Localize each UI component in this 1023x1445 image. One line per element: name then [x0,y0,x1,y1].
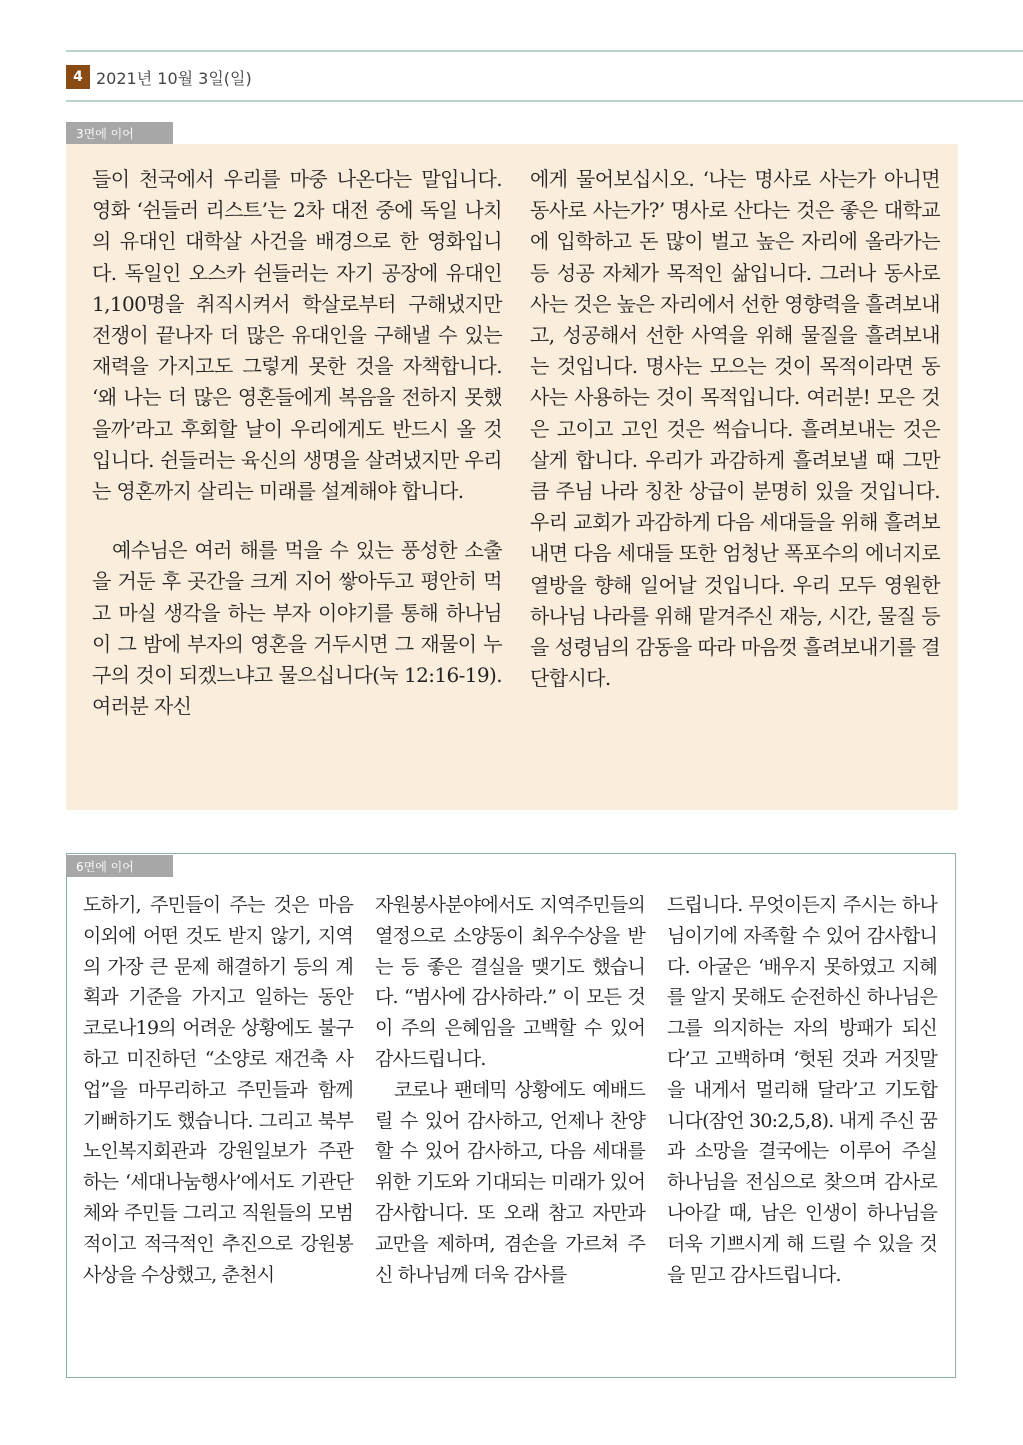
page-number: 4 [66,65,90,89]
article-column-2 [530,164,940,790]
testimony-column-3 [667,890,937,1361]
testimony-continuation-box [66,853,956,1378]
continued-from-tag: 6면에 이어 [66,855,173,877]
paragraph: 코로나 팬데믹 상황에도 예배드릴 수 있어 감사하고, 언제나 찬양할 수 있어 감사하고, 다음 세대를 위한 기도와 기대되는 미래가 있어 감사합니다. 또 오래 참고 자만과 교만을 제하며, 겸손을 가르쳐 주신 하나님께 더욱 감사를 [375,1078,645,1286]
page-header [66,64,252,90]
testimony-column-2 [375,890,645,1361]
article-continuation-box [66,144,958,810]
issue-date: 2021년 10월 3일(일) [96,68,252,88]
paragraph: 도하기, 주민들이 주는 것은 마음 이외에 어떤 것도 받지 않기, 지역의 가장 큰 문제 해결하기 등의 계획과 기준을 가지고 일하는 동안 코로나19의 어려운 상황에도 불구하고 미진하던 “소양로 재건축 사업”을 마무리하고 주민들과 함께 기뻐하기도 했습니다. 그리고 북부노인복지회관과 강원일보가 주관하는 ‘세대나눔행사’에서도 기관단체와 주민들 그리고 직원들의 모범적이고 적극적인 추진으로 강원봉사상을 수상했고, 춘천시 [83,894,353,1286]
paragraph: 자원봉사분야에서도 지역주민들의 열정으로 소양동이 최우수상을 받는 등 좋은 결실을 맺기도 했습니다. “범사에 감사하라.” 이 모든 것이 주의 은혜임을 고백할 수 있어 감사드립니다. [375,894,645,1070]
paragraph: 예수님은 여러 해를 먹을 수 있는 풍성한 소출을 거둔 후 곳간을 크게 지어 쌓아두고 평안히 먹고 마실 생각을 하는 부자 이야기를 통해 하나님이 그 밤에 부자의 영혼을 거두시면 그 재물이 누구의 것이 되겠느냐고 물으십니다(눅 12:16-19). 여러분 자신 [92,538,502,719]
paragraph: 들이 천국에서 우리를 마중 나온다는 말입니다. 영화 ‘쉰들러 리스트’는 2차 대전 중에 독일 나치의 유대인 대학살 사건을 배경으로 한 영화입니다. 독일인 오스카 쉰들러는 자기 공장에 유대인 1,100명을 취직시켜서 학살로부터 구해냈지만 전쟁이 끝나자 더 많은 유대인을 구해낼 수 있는 재력을 가지고도 그렇게 못한 것을 자책합니다. ‘왜 나는 더 많은 영혼들에게 복음을 전하지 못했을까’라고 후회할 날이 우리에게도 반드시 올 것입니다. 쉰들러는 육신의 생명을 살려냈지만 우리는 영혼까지 살리는 미래를 설계해야 합니다. [92,167,502,504]
continued-from-tag: 3면에 이어 [66,122,173,144]
paragraph: 에게 물어보십시오. ‘나는 명사로 사는가 아니면 동사로 사는가?’ 명사로 산다는 것은 좋은 대학교에 입학하고 돈 많이 벌고 높은 자리에 올라가는 등 성공 자체가 목적인 삶입니다. 그러나 동사로 사는 것은 높은 자리에서 선한 영향력을 흘려보내고, 성공해서 선한 사역을 위해 물질을 흘려보내는 것입니다. 명사는 모으는 것이 목적이라면 동사는 사용하는 것이 목적입니다. 여러분! 모은 것은 고이고 고인 것은 썩습니다. 흘려보내는 것은 살게 합니다. 우리가 과감하게 흘려보낼 때 그만큼 주님 나라 칭찬 상급이 분명히 있을 것입니다. 우리 교회가 과감하게 다음 세대들을 위해 흘려보내면 다음 세대들 또한 엄청난 폭포수의 에너지로 열방을 향해 일어날 것입니다. 우리 모두 영원한 하나님 나라를 위해 맡겨주신 재능, 시간, 물질 등을 성령님의 감동을 따라 마음껏 흘려보내기를 결단합시다. [530,167,940,691]
header-rule [66,100,1023,102]
top-rule [66,50,1023,52]
paragraph: 드립니다. 무엇이든지 주시는 하나님이기에 자족할 수 있어 감사합니다. 아굴은 ‘배우지 못하였고 지혜를 알지 못해도 순전하신 하나님은 그를 의지하는 자의 방패가 되신다’고 고백하며 ‘헛된 것과 거짓말을 내게서 멀리해 달라’고 기도합니다(잠언 30:2,5,8). 내게 주신 꿈과 소망을 결국에는 이루어 주실 하나님을 전심으로 찾으며 감사로 나아갈 때, 남은 인생이 하나님을 더욱 기쁘시게 해 드릴 수 있을 것을 믿고 감사드립니다. [667,894,937,1286]
testimony-column-1 [83,890,353,1361]
article-column-1 [92,164,502,790]
